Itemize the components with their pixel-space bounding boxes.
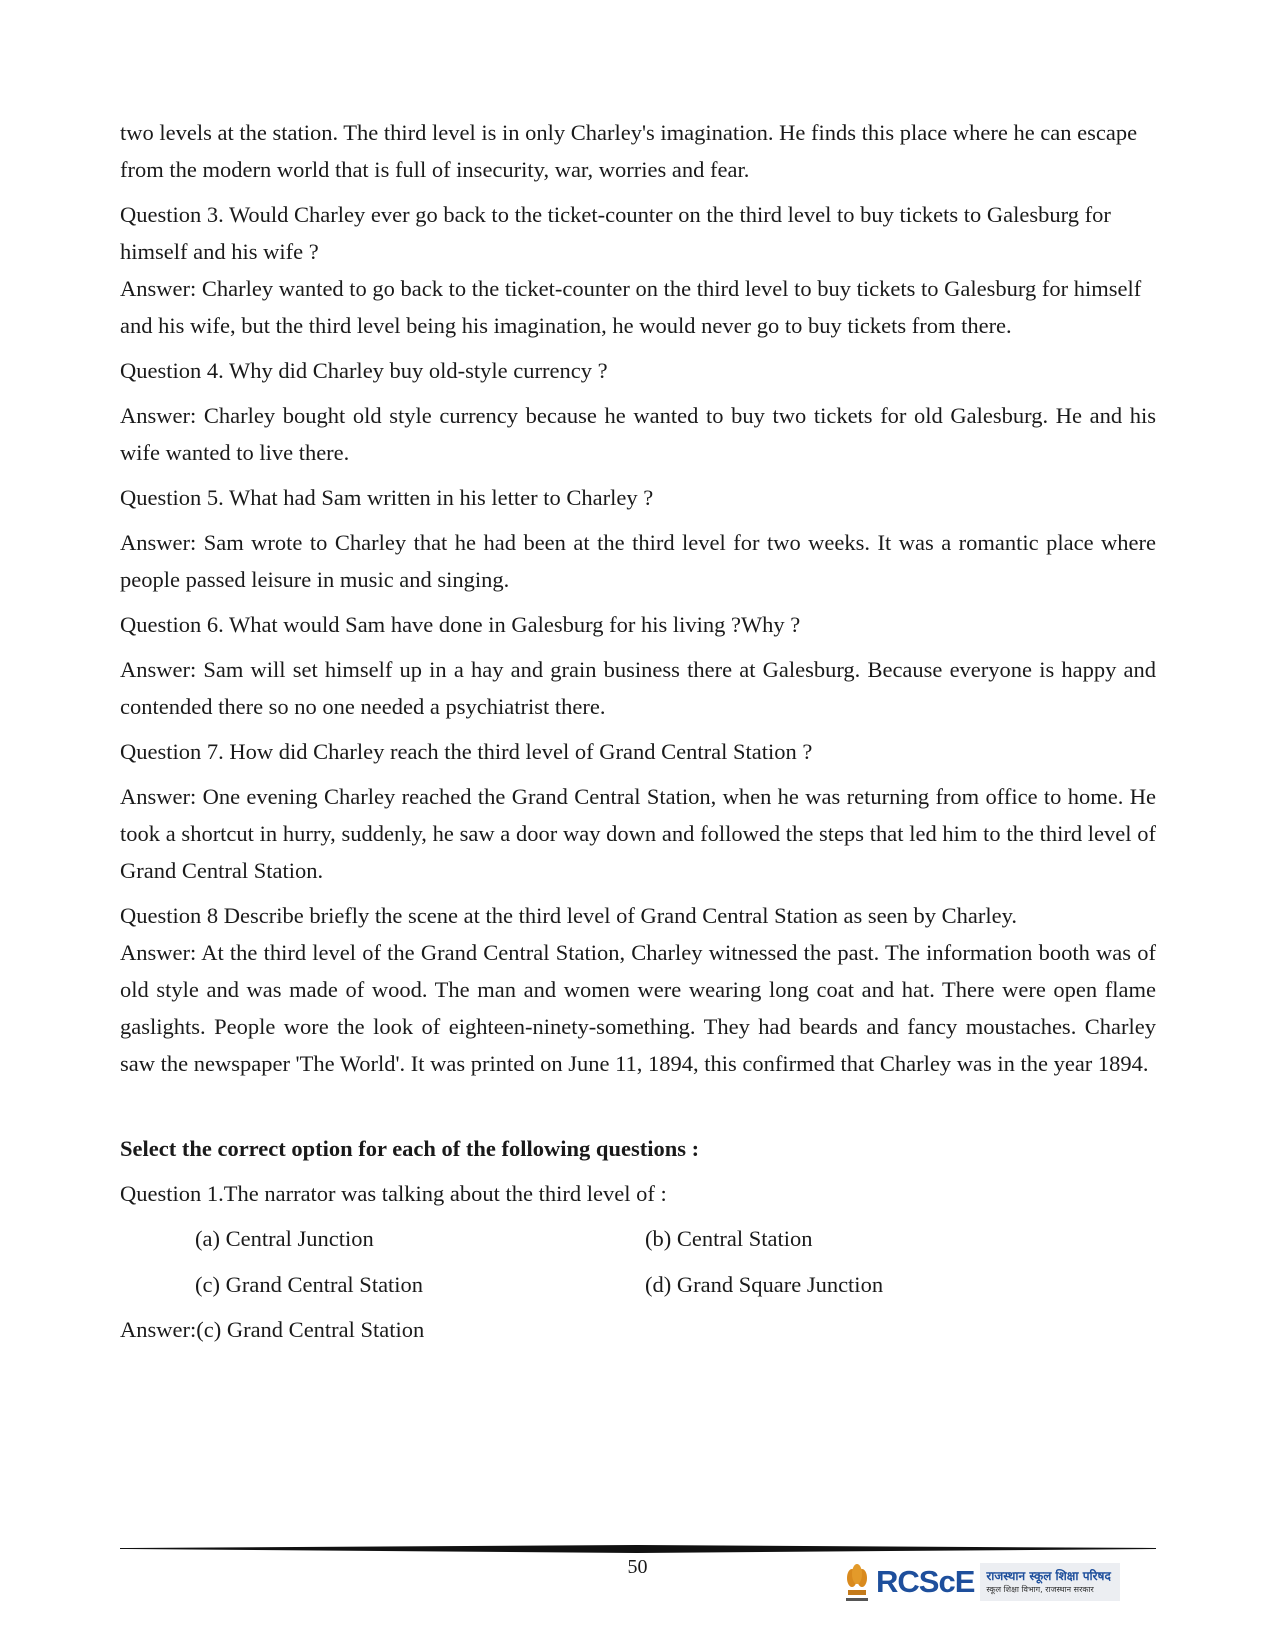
question-7: Question 7. How did Charley reach the third level of Grand Central Station ? [120, 739, 813, 764]
mcq-answer-1: Answer:(c) Grand Central Station [120, 1317, 425, 1342]
rcsce-logo [842, 1560, 1120, 1604]
mcq-question-1: Question 1.The narrator was talking about the third level of : [120, 1181, 667, 1206]
logo-line-2: स्कूल शिक्षा विभाग, राजस्थान सरकार [986, 1584, 1094, 1594]
question-8: Question 8 Describe briefly the scene at the third level of Grand Central Station as seen by Charley. [120, 903, 1018, 928]
logo-wordmark: RCScE [876, 1564, 975, 1599]
question-5: Question 5. What had Sam written in his letter to Charley ? [120, 485, 654, 510]
logo-line-1: राजस्थान स्कूल शिक्षा परिषद [986, 1568, 1111, 1583]
answer-7: Answer: One evening Charley reached the Grand Central Station, when he was returning from office to home. He took a shortcut in hurry, suddenly, he saw a door way down and followed the steps that led him to the third level of Grand Central Station. [120, 784, 1156, 883]
answer-3: Answer: Charley wanted to go back to the ticket-counter on the third level to buy tickets to Galesburg for himself and his wife, but the third level being his imagination, he would never go to buy tickets from there. [120, 276, 1142, 338]
option-c: (c) Grand Central Station [195, 1272, 424, 1297]
option-d: (d) Grand Square Junction [645, 1272, 884, 1297]
paragraph-continued: two levels at the station. The third level is in only Charley's imagination. He finds this place where he can escape from the modern world that is full of insecurity, war, worries and fear. [120, 120, 1138, 182]
page-number: 50 [627, 1556, 648, 1578]
question-4: Question 4. Why did Charley buy old-style currency ? [120, 358, 608, 383]
option-b: (b) Central Station [645, 1226, 813, 1251]
footer-rule [120, 1545, 1156, 1553]
answer-5: Answer: Sam wrote to Charley that he had been at the third level for two weeks. It was a romantic place where people passed leisure in music and singing. [120, 530, 1156, 592]
question-6: Question 6. What would Sam have done in Galesburg for his living ?Why ? [120, 612, 801, 637]
answer-4: Answer: Charley bought old style currency because he wanted to buy two tickets for old Galesburg. He and his wife wanted to live there. [120, 403, 1156, 465]
mcq-options [195, 1220, 1156, 1303]
page-content [120, 114, 1156, 1348]
option-a: (a) Central Junction [195, 1226, 374, 1251]
answer-6: Answer: Sam will set himself up in a hay and grain business there at Galesburg. Because everyone is happy and contended there so no one needed a psychiatrist there. [120, 657, 1156, 719]
ashoka-emblem-icon [842, 1560, 872, 1604]
answer-8: Answer: At the third level of the Grand Central Station, Charley witnessed the past. The information booth was of old style and was made of wood. The man and women were wearing long coat and hat. There were open flame gaslights. People wore the look of eighteen-ninety-something. They had beards and fancy moustaches. Charley saw the newspaper 'The World'. It was printed on June 11, 1894, this confirmed that Charley was in the year 1894. [120, 940, 1156, 1076]
question-3: Question 3. Would Charley ever go back to the ticket-counter on the third level to buy tickets to Galesburg for himself and his wife ? [120, 202, 1111, 264]
mcq-heading: Select the correct option for each of the following questions : [120, 1136, 700, 1161]
logo-subtitle [980, 1563, 1120, 1601]
